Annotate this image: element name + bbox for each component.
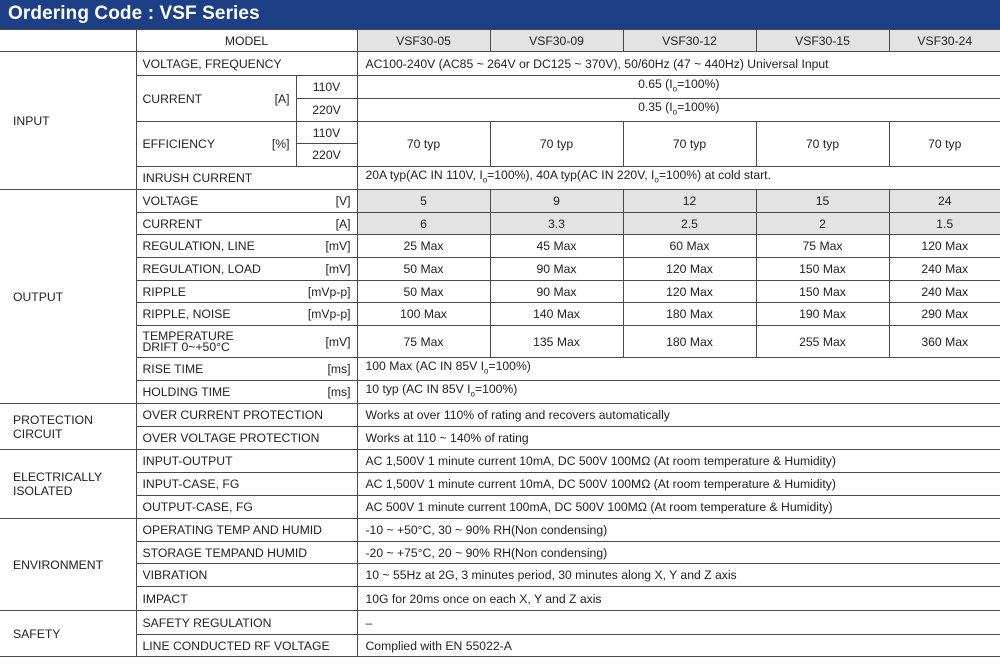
cell-value: 70 typ [490,122,623,167]
row-value: AC100-240V (AC85 ~ 264V or DC125 ~ 370V), 50/60Hz (47 ~ 440Hz) Universal Input [357,52,1000,76]
cell-value: 70 typ [889,122,1000,167]
voltage-110: 110V [296,76,357,99]
output-temp-drift-row [0,326,1000,358]
header-blank [0,30,136,52]
cell-value: 50 Max [357,281,490,303]
output-reg-line-row [0,235,1000,258]
value-main: 0.35 (I [638,100,673,115]
cell-value: 90 Max [490,281,623,303]
row-label [136,122,296,167]
cell-value: 75 Max [756,235,889,258]
row-value [357,167,1000,190]
row-label: IMPACT [136,587,357,611]
label-text: RIPPLE [142,284,186,299]
cell-value: 180 Max [623,326,756,358]
cell-value: 290 Max [889,303,1000,326]
page-title: Ordering Code : VSF Series [8,3,260,24]
row-value: AC 1,500V 1 minute current 10mA, DC 500V 100MΩ (At room temperature & Humidity) [357,450,1000,473]
output-ripple-noise-row [0,303,1000,326]
row-label [136,258,357,281]
label-text: HOLDING TIME [142,385,231,399]
voltage-110: 110V [296,122,357,144]
value-part: 10 typ (AC IN 85V I [365,382,471,397]
label-text: CURRENT [142,216,203,231]
input-current-row [0,76,1000,99]
group-input: INPUT [0,52,136,190]
value-part: =100%) at cold start. [658,168,771,183]
cell-value: 15 [756,190,889,213]
label-text: REGULATION, LOAD [142,262,261,276]
cell-value: 120 Max [889,235,1000,258]
safety-regulation-row [0,611,1000,635]
output-voltage-row [0,190,1000,213]
isolated-input-output-row [0,450,1000,473]
cell-value: 70 typ [623,122,756,167]
cell-value: 6 [357,213,490,235]
output-rise-time-row [0,358,1000,381]
row-value: Works at over 110% of rating and recovers automatically [357,404,1000,427]
unit-text: [ms] [327,362,351,376]
row-value: Works at 110 ~ 140% of rating [357,427,1000,450]
cell-value: 150 Max [756,258,889,281]
row-value: -20 ~ +75°C, 20 ~ 90% RH(Non condensing) [357,542,1000,564]
group-label-line: ISOLATED [13,484,73,498]
isolated-output-case-row [0,496,1000,519]
protection-over-voltage-row [0,427,1000,450]
cell-value: 45 Max [490,235,623,258]
cell-value: 240 Max [889,281,1000,303]
row-value: Complied with EN 55022-A [357,635,1000,657]
row-value: 10 ~ 55Hz at 2G, 3 minutes period, 30 minutes along X, Y and Z axis [357,564,1000,587]
row-label: OPERATING TEMP AND HUMID [136,519,357,542]
row-label [136,281,357,303]
row-label [136,326,357,358]
cell-value: 24 [889,190,1000,213]
value-part: 100 Max (AC IN 85V I [365,359,485,374]
row-label: STORAGE TEMPAND HUMID [136,542,357,564]
cell-value: 150 Max [756,281,889,303]
cell-value: 2 [756,213,889,235]
model-column-2: VSF30-09 [490,30,623,52]
row-value [357,99,1000,122]
label-text: RISE TIME [142,362,204,376]
label-text: CURRENT [142,91,203,106]
value-tail: =100%) [677,77,720,92]
subscript: o [482,175,488,185]
row-value [357,76,1000,99]
cell-value: 3.3 [490,213,623,235]
row-value [357,358,1000,381]
unit-text: [mV] [325,239,351,253]
voltage-220: 220V [296,144,357,167]
input-voltage-row [0,52,1000,76]
group-protection [0,404,136,450]
output-reg-load-row [0,258,1000,281]
row-value [357,381,1000,404]
unit-text: [mV] [325,334,351,349]
subscript: o [470,389,475,399]
group-label-line: CIRCUIT [13,426,63,441]
model-column-4: VSF30-15 [756,30,889,52]
subscript: o [672,107,678,117]
cell-value: 70 typ [756,122,889,167]
header-row [0,30,1000,52]
row-label: INPUT-OUTPUT [136,450,357,473]
input-efficiency-row [0,122,1000,144]
group-label-line: ELECTRICALLY [13,470,103,484]
row-label [136,358,357,381]
label-text: RIPPLE, NOISE [142,307,231,321]
output-holding-time-row [0,381,1000,404]
value-part: 20A typ(AC IN 110V, I [365,168,483,183]
group-output: OUTPUT [0,190,136,404]
cell-value: 9 [490,190,623,213]
label-text: EFFICIENCY [142,137,215,151]
subscript: o [484,366,489,376]
unit-text: [A] [274,91,290,106]
cell-value: 190 Max [756,303,889,326]
row-value: – [357,611,1000,635]
cell-value: 135 Max [490,326,623,358]
unit-text: [mVp-p] [307,307,351,321]
cell-value: 120 Max [623,281,756,303]
row-label: LINE CONDUCTED RF VOLTAGE [136,635,357,657]
cell-value: 12 [623,190,756,213]
unit-text: [ms] [327,385,351,399]
group-environment: ENVIRONMENT [0,519,136,611]
cell-value: 240 Max [889,258,1000,281]
cell-value: 75 Max [357,326,490,358]
row-label [136,381,357,404]
isolated-input-case-row [0,473,1000,496]
environment-impact-row [0,587,1000,611]
cell-value: 25 Max [357,235,490,258]
row-label [136,190,357,213]
value-part: =100%), 40A typ(AC IN 220V, I [487,168,655,183]
cell-value: 360 Max [889,326,1000,358]
row-value: 10G for 20ms once on each X, Y and Z axis [357,587,1000,611]
protection-over-current-row [0,404,1000,427]
row-label [136,213,357,235]
row-label: VOLTAGE, FREQUENCY [136,52,357,76]
value-part: =100%) [474,382,518,397]
row-value: -10 ~ +50°C, 30 ~ 90% RH(Non condensing) [357,519,1000,542]
row-label: OVER CURRENT PROTECTION [136,404,357,427]
model-column-3: VSF30-12 [623,30,756,52]
output-current-row [0,213,1000,235]
row-label: OVER VOLTAGE PROTECTION [136,427,357,450]
cell-value: 120 Max [623,258,756,281]
row-label [136,235,357,258]
output-ripple-row [0,281,1000,303]
value-main: 0.65 (I [638,77,673,92]
cell-value: 100 Max [357,303,490,326]
subscript: o [654,175,659,185]
cell-value: 255 Max [756,326,889,358]
group-isolated [0,450,136,519]
voltage-220: 220V [296,99,357,122]
environment-vibration-row [0,564,1000,587]
row-label: VIBRATION [136,564,357,587]
row-value: AC 1,500V 1 minute current 10mA, DC 500V 100MΩ (At room temperature & Humidity) [357,473,1000,496]
cell-value: 180 Max [623,303,756,326]
row-label [136,76,296,122]
model-column-5: VSF30-24 [889,30,1000,52]
model-header: MODEL [136,30,357,52]
label-text: REGULATION, LINE [142,239,255,253]
unit-text: [A] [335,216,351,231]
model-column-1: VSF30-05 [357,30,490,52]
environment-storage-row [0,542,1000,564]
row-label: SAFETY REGULATION [136,611,357,635]
cell-value: 50 Max [357,258,490,281]
label-text: TEMPERATURE [142,328,234,343]
safety-rf-voltage-row [0,635,1000,657]
row-label [136,303,357,326]
cell-value: 60 Max [623,235,756,258]
cell-value: 2.5 [623,213,756,235]
value-tail: =100%) [677,100,720,115]
row-label: OUTPUT-CASE, FG [136,496,357,519]
unit-text: [mVp-p] [307,284,351,299]
unit-text: [mV] [325,262,351,276]
input-inrush-row [0,167,1000,190]
group-safety: SAFETY [0,611,136,657]
cell-value: 90 Max [490,258,623,281]
cell-value: 70 typ [357,122,490,167]
group-label-line: PROTECTION [13,412,93,427]
row-label: INPUT-CASE, FG [136,473,357,496]
value-part: =100%) [488,359,531,374]
cell-value: 1.5 [889,213,1000,235]
title-bar [0,0,1000,29]
spec-table [0,29,1000,657]
label-text: VOLTAGE [142,194,199,208]
environment-operating-row [0,519,1000,542]
unit-text: [%] [271,137,290,151]
unit-text: [V] [335,194,351,208]
subscript: o [672,84,678,94]
row-label: INRUSH CURRENT [136,167,357,190]
cell-value: 140 Max [490,303,623,326]
row-value: AC 500V 1 minute current 100mA, DC 500V 100MΩ (At room temperature & Humidity) [357,496,1000,519]
cell-value: 5 [357,190,490,213]
label-text: DRIFT 0~+50°C [142,339,230,354]
